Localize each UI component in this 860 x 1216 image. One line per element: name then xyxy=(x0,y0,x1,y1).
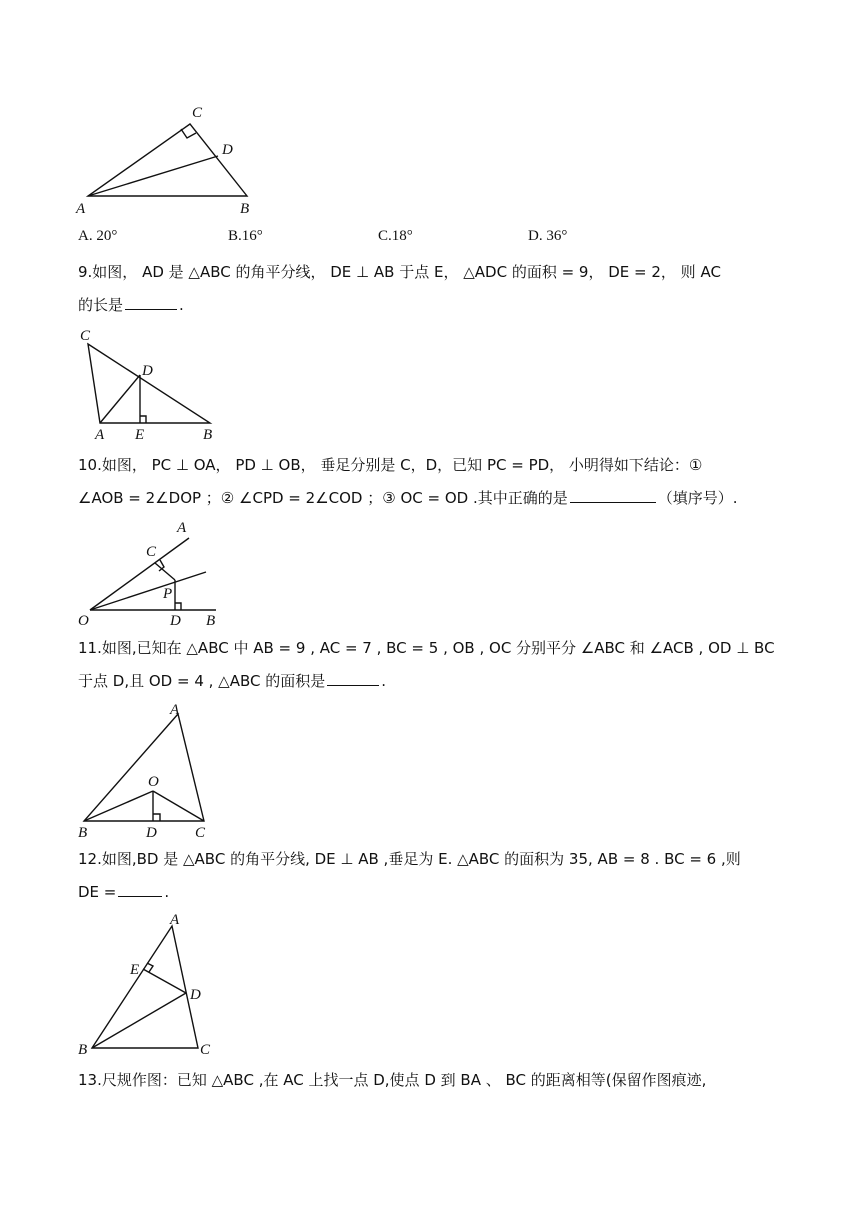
label-d: D xyxy=(142,363,153,379)
angle-aob-bisector xyxy=(74,518,234,630)
label-c: C xyxy=(80,328,91,344)
question-10-line-2 xyxy=(78,482,778,515)
segment-ad xyxy=(100,375,140,423)
answer-blank-12[interactable] xyxy=(118,895,162,897)
figure-q9 xyxy=(74,324,224,444)
triangle-outline xyxy=(88,344,210,423)
segment-ob xyxy=(84,791,153,821)
answer-blank-9[interactable] xyxy=(125,308,177,310)
question-12-line-1: 12.如图,BD 是 △ABC 的角平分线, DE ⊥ AB ,垂足为 E. △ABC 的面积为 35, AB = 8 . BC = 6 ,则 xyxy=(78,850,741,868)
label-a: A xyxy=(177,520,187,536)
label-a: A xyxy=(95,427,105,443)
label-d: D xyxy=(170,613,181,629)
label-c: C xyxy=(195,825,206,841)
segment-pc xyxy=(155,563,175,580)
label-d: D xyxy=(190,987,201,1003)
figure-q8 xyxy=(70,100,270,218)
question-12 xyxy=(78,843,778,909)
answer-choices xyxy=(78,228,778,252)
question-11-end: . xyxy=(381,672,387,690)
label-c: C xyxy=(200,1042,211,1058)
right-angle-mark-d xyxy=(175,603,181,610)
question-11 xyxy=(78,632,778,698)
right-angle-mark xyxy=(153,814,160,821)
figure-q10 xyxy=(74,518,234,630)
triangle-outline xyxy=(88,124,247,196)
choice-a[interactable]: A. 20° xyxy=(78,228,118,244)
question-12-end: . xyxy=(164,883,170,901)
question-10-text: ∠AOB = 2∠DOP ；② ∠CPD = 2∠COD ；③ OC = OD .其中正确的是 xyxy=(78,489,568,507)
label-b: B xyxy=(240,201,250,217)
label-o: O xyxy=(78,613,89,629)
question-9-line-1: 9.如图， AD 是 △ABC 的角平分线， DE ⊥ AB 于点 E， △ADC 的面积 = 9， DE = 2， 则 AC xyxy=(78,263,721,281)
label-c: C xyxy=(146,544,157,560)
label-e: E xyxy=(130,962,140,978)
question-11-text: 于点 D,且 OD = 4 , △ABC 的面积是 xyxy=(78,672,326,690)
choice-c[interactable]: C.18° xyxy=(378,228,413,244)
question-9-text: 的长是 xyxy=(78,296,124,314)
label-a: A xyxy=(76,201,86,217)
triangle-outline xyxy=(92,926,198,1048)
question-13-line-1: 13.尺规作图：已知 △ABC ,在 AC 上找一点 D,使点 D 到 BA 、 BC 的距离相等(保留作图痕迹, xyxy=(78,1071,707,1089)
segment-ad xyxy=(88,156,218,196)
right-angle-mark xyxy=(147,963,153,972)
label-o: O xyxy=(148,774,159,790)
label-b: B xyxy=(78,825,88,841)
ray-oa xyxy=(90,538,189,610)
answer-blank-10[interactable] xyxy=(570,501,656,503)
question-10 xyxy=(78,449,778,515)
label-p: P xyxy=(163,586,173,602)
label-b: B xyxy=(203,427,213,443)
question-11-line-2 xyxy=(78,665,778,698)
choice-d[interactable]: D. 36° xyxy=(528,228,568,244)
right-angle-mark xyxy=(140,416,146,423)
question-10-end: （填序号）. xyxy=(657,489,738,507)
label-a: A xyxy=(170,912,180,928)
label-b: B xyxy=(206,613,216,629)
triangle-abc-bisector xyxy=(74,324,224,444)
ray-op xyxy=(90,572,206,610)
question-9 xyxy=(78,256,778,322)
label-c: C xyxy=(192,105,203,121)
question-11-line-1: 11.如图,已知在 △ABC 中 AB = 9 , AC = 7 , BC = 5 , OB , OC 分别平分 ∠ABC 和 ∠ACB , OD ⊥ BC xyxy=(78,639,775,657)
question-9-end: . xyxy=(179,296,184,314)
question-12-line-2 xyxy=(78,876,778,909)
label-d: D xyxy=(222,142,233,158)
figure-q11 xyxy=(74,700,224,840)
label-d: D xyxy=(146,825,157,841)
choice-b[interactable]: B.16° xyxy=(228,228,263,244)
segment-bd xyxy=(92,993,186,1048)
right-angle-mark xyxy=(181,129,196,138)
label-e: E xyxy=(135,427,145,443)
triangle-abc-incenter xyxy=(74,700,224,840)
triangle-abc-bisector-bd xyxy=(74,910,224,1060)
segment-de xyxy=(143,969,186,993)
triangle-outline xyxy=(84,714,204,821)
triangle-abc-right-angle-c xyxy=(70,100,270,218)
figure-q12 xyxy=(74,910,224,1060)
question-12-text: DE = xyxy=(78,883,117,901)
question-9-line-2 xyxy=(78,289,778,322)
question-13 xyxy=(78,1064,778,1097)
answer-blank-11[interactable] xyxy=(327,684,379,686)
label-b: B xyxy=(78,1042,88,1058)
label-a: A xyxy=(170,702,180,718)
question-10-line-1: 10.如图， PC ⊥ OA， PD ⊥ OB， 垂足分别是 C，D，已知 PC = PD， 小明得如下结论：① xyxy=(78,456,703,474)
